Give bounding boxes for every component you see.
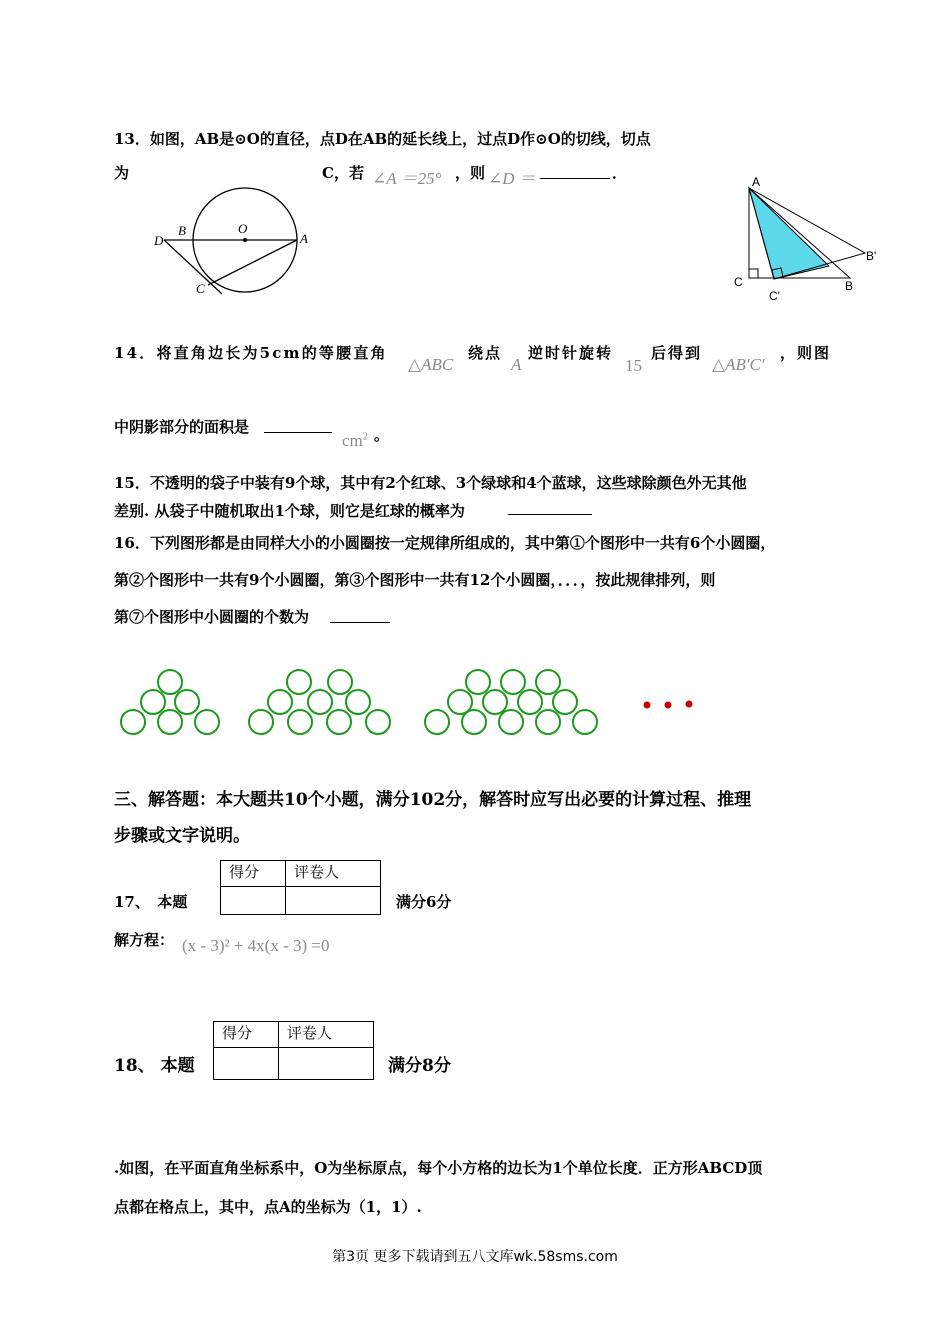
triangle-figure: [725, 170, 885, 305]
pattern-circle: [195, 710, 219, 734]
label-o: O: [238, 221, 248, 236]
q14-unit: $cm^2$: [342, 431, 368, 450]
right-angle-c: [749, 269, 758, 278]
q16-line2: 第②个图形中一共有9个小圆圈，第③个图形中一共有12个小圆圈，．．．，按此规律排列，则: [114, 571, 716, 589]
q18-score-header: 得分: [214, 1022, 279, 1048]
pattern-circle: [536, 670, 560, 694]
pattern-circle: [573, 710, 597, 734]
q13-angle-d: ∠D ＝: [488, 169, 536, 188]
label-d: D: [154, 233, 164, 248]
pattern-2: [249, 670, 390, 734]
q13-ze: ，则: [455, 164, 486, 182]
pattern-circle: [158, 710, 182, 734]
label-b: B: [178, 223, 186, 238]
pattern-circle: [288, 710, 312, 734]
dot: [686, 701, 693, 708]
q18-grader-cell[interactable]: [279, 1048, 374, 1080]
q14-end: 。: [374, 426, 390, 444]
pattern-circle: [425, 710, 449, 734]
q17-label: 17、 本题: [114, 893, 188, 911]
q17-grader-cell[interactable]: [286, 887, 381, 915]
q17-equation: (x - 3)² + 4x(x - 3) =0: [182, 936, 330, 955]
q14-p2: 绕点: [468, 344, 503, 362]
tri-label-c-prime: C': [769, 289, 780, 303]
q13-answer-blank: [540, 178, 610, 179]
q13-end: ．: [612, 164, 628, 182]
pattern-circle: [328, 670, 352, 694]
q18-grader-header: 评卷人: [279, 1022, 374, 1048]
q16-line3: 第⑦个图形中小圆圈的个数为: [114, 608, 310, 626]
pattern-circle: [121, 710, 145, 734]
q17-grader-header: 评卷人: [286, 861, 381, 887]
pattern-circle: [158, 670, 182, 694]
chord-ac: [208, 240, 297, 285]
pattern-circle: [249, 710, 273, 734]
q15-answer-blank: [508, 514, 592, 515]
q14-p1: 14．将直角边长为5cm的等腰直角: [114, 344, 388, 362]
q15-line2: 差别. 从袋子中随机取出1个球，则它是红球的概率为: [114, 502, 465, 520]
pattern-circle: [483, 690, 507, 714]
continuation-dots: [644, 701, 693, 709]
pattern-circle: [268, 690, 292, 714]
tri-label-b-prime: B': [866, 249, 877, 263]
pattern-1: [121, 670, 219, 734]
pattern-circle: [518, 690, 542, 714]
q18-line1: .如图，在平面直角坐标系中，O为坐标原点，每个小方格的边长为1个单位长度．正方形ABCD顶: [114, 1159, 763, 1177]
section3-line2: 步骤或文字说明。: [114, 826, 250, 846]
q18-full-score: 满分8分: [388, 1056, 451, 1076]
tri-label-c: C: [734, 275, 743, 289]
q17-score-table: [220, 860, 381, 915]
pattern-circle: [553, 690, 577, 714]
q14-line2: 中阴影部分的面积是: [114, 418, 250, 436]
q14-triangle-prime: △AB′C′: [712, 355, 765, 374]
pattern-circle: [536, 710, 560, 734]
label-a: A: [300, 231, 308, 246]
q14-p4: 后得到: [651, 344, 703, 362]
page-footer: 第3页 更多下载请到五八文库wk.58sms.com: [332, 1249, 618, 1265]
pattern-circle: [501, 670, 525, 694]
section3-line1: 三、解答题：本大题共10个小题，满分102分，解答时应写出必要的计算过程、推理: [114, 790, 752, 810]
q13-wei: 为: [114, 164, 130, 182]
q18-label: 18、 本题: [114, 1056, 195, 1076]
pattern-3: [425, 670, 597, 734]
q18-score-table: [213, 1021, 374, 1080]
tri-label-b: B: [845, 279, 854, 293]
q13-c-ruo: C，若: [322, 164, 364, 182]
q17-solve-label: 解方程：: [114, 931, 175, 949]
q18-line2: 点都在格点上，其中，点A的坐标为（1，1）.: [114, 1198, 422, 1216]
pattern-circle: [466, 670, 490, 694]
pattern-circle: [287, 670, 311, 694]
center-dot: [243, 238, 247, 242]
pattern-circle: [175, 690, 199, 714]
q18-score-cell[interactable]: [214, 1048, 279, 1080]
q15-line1: 15．不透明的袋子中装有9个球，其中有2个红球、3个绿球和4个蓝球，这些球除颜色外无其他: [114, 474, 747, 492]
q17-score-header: 得分: [221, 861, 286, 887]
q13-line1: 13．如图，AB是⊙O的直径，点D在AB的延长线上，过点D作⊙O的切线，切点: [114, 130, 651, 148]
q13-angle-a: ∠A ＝25°: [372, 169, 442, 188]
dot: [644, 702, 651, 709]
pattern-circle: [141, 690, 165, 714]
q17-score-cell[interactable]: [221, 887, 286, 915]
q14-triangle: △ABC: [408, 355, 454, 374]
q14-degree: 15: [625, 356, 642, 375]
q17-full-score: 满分6分: [396, 893, 452, 911]
tri-label-a: A: [752, 175, 761, 189]
q14-p3: 逆时针旋转: [528, 344, 614, 362]
pattern-circle: [499, 710, 523, 734]
pattern-circle: [327, 710, 351, 734]
q16-line1: 16．下列图形都是由同样大小的小圆圈按一定规律所组成的，其中第①个图形中一共有6个小圆圈，: [114, 534, 776, 552]
label-c: C: [196, 281, 205, 296]
dot: [665, 702, 672, 709]
q14-p5: ，则图: [780, 344, 832, 362]
q14-point-a: A: [511, 355, 522, 374]
pattern-circle: [462, 710, 486, 734]
circle-figure: [150, 185, 320, 300]
pattern-circle: [308, 690, 332, 714]
pattern-circle: [366, 710, 390, 734]
circle-patterns: [110, 662, 710, 740]
q14-answer-blank: [264, 432, 332, 433]
pattern-circle: [346, 690, 370, 714]
q16-answer-blank: [330, 622, 390, 623]
